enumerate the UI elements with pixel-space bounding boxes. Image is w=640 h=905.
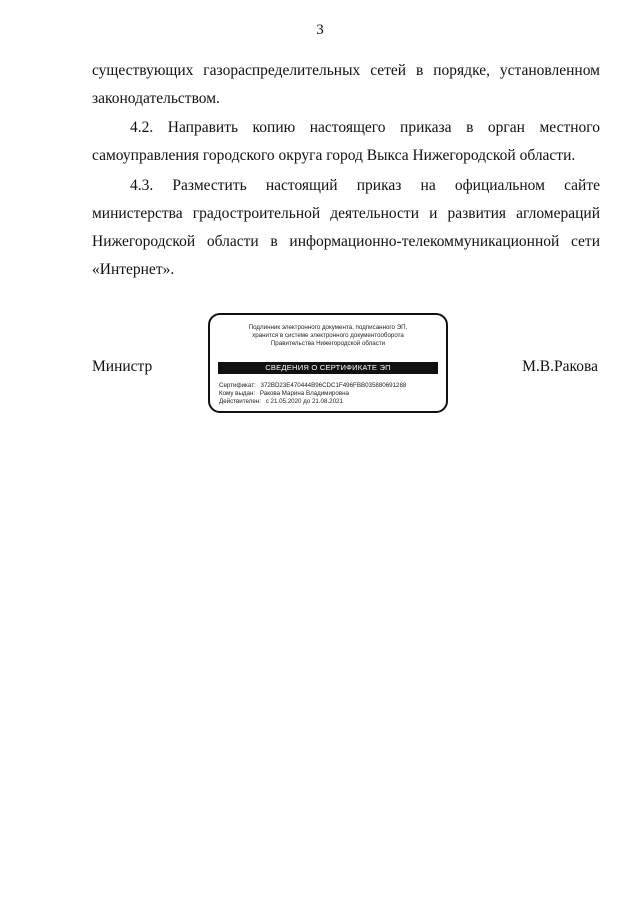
stamp-certificate-row [219,382,440,390]
stamp-note-line: Правительства Нижегородской области [270,340,386,348]
stamp-note [216,324,440,349]
signatory-name: М.В.Ракова [522,358,598,375]
body-paragraph-continuation: существующих газораспределительных сетей в порядке, установленном законодательством. [92,62,600,107]
stamp-issued-to-label: Кому выдан: [219,390,256,398]
body-paragraph-4-3: 4.3. Разместить настоящий приказ на официальном сайте министерства градостроительной деятельности и развития агломераций Нижегородской области в информационно-телекоммуникационной сети «Интернет». [92,177,600,278]
stamp-validity-label: Действителен: [219,398,261,406]
stamp-issued-to-value: Ракова Марина Владимировна [259,390,349,398]
stamp-note-line: Подлинник электронного документа, подписанного ЭП, [248,324,408,331]
signatory-title: Министр [92,358,153,375]
stamp-validity-value: с 21.05.2020 до 21.08.2021 [265,398,343,406]
stamp-issued-to-row [219,390,440,398]
electronic-signature-stamp [208,313,448,413]
stamp-validity-row [219,398,440,406]
stamp-note-line: хранится в системе электронного документооборота [252,332,404,340]
stamp-certificate-label: Сертификат: [219,382,256,389]
stamp-header: СВЕДЕНИЯ О СЕРТИФИКАТЕ ЭП [218,362,438,374]
page-number: 3 [316,22,324,38]
body-paragraph-4-2: 4.2. Направить копию настоящего приказа в орган местного самоуправления городского округа город Выкса Нижегородской области. [92,119,600,164]
stamp-details [219,382,440,407]
stamp-certificate-value: 372BD23E470444B96CDC1F496FBB035880691288 [260,382,407,389]
